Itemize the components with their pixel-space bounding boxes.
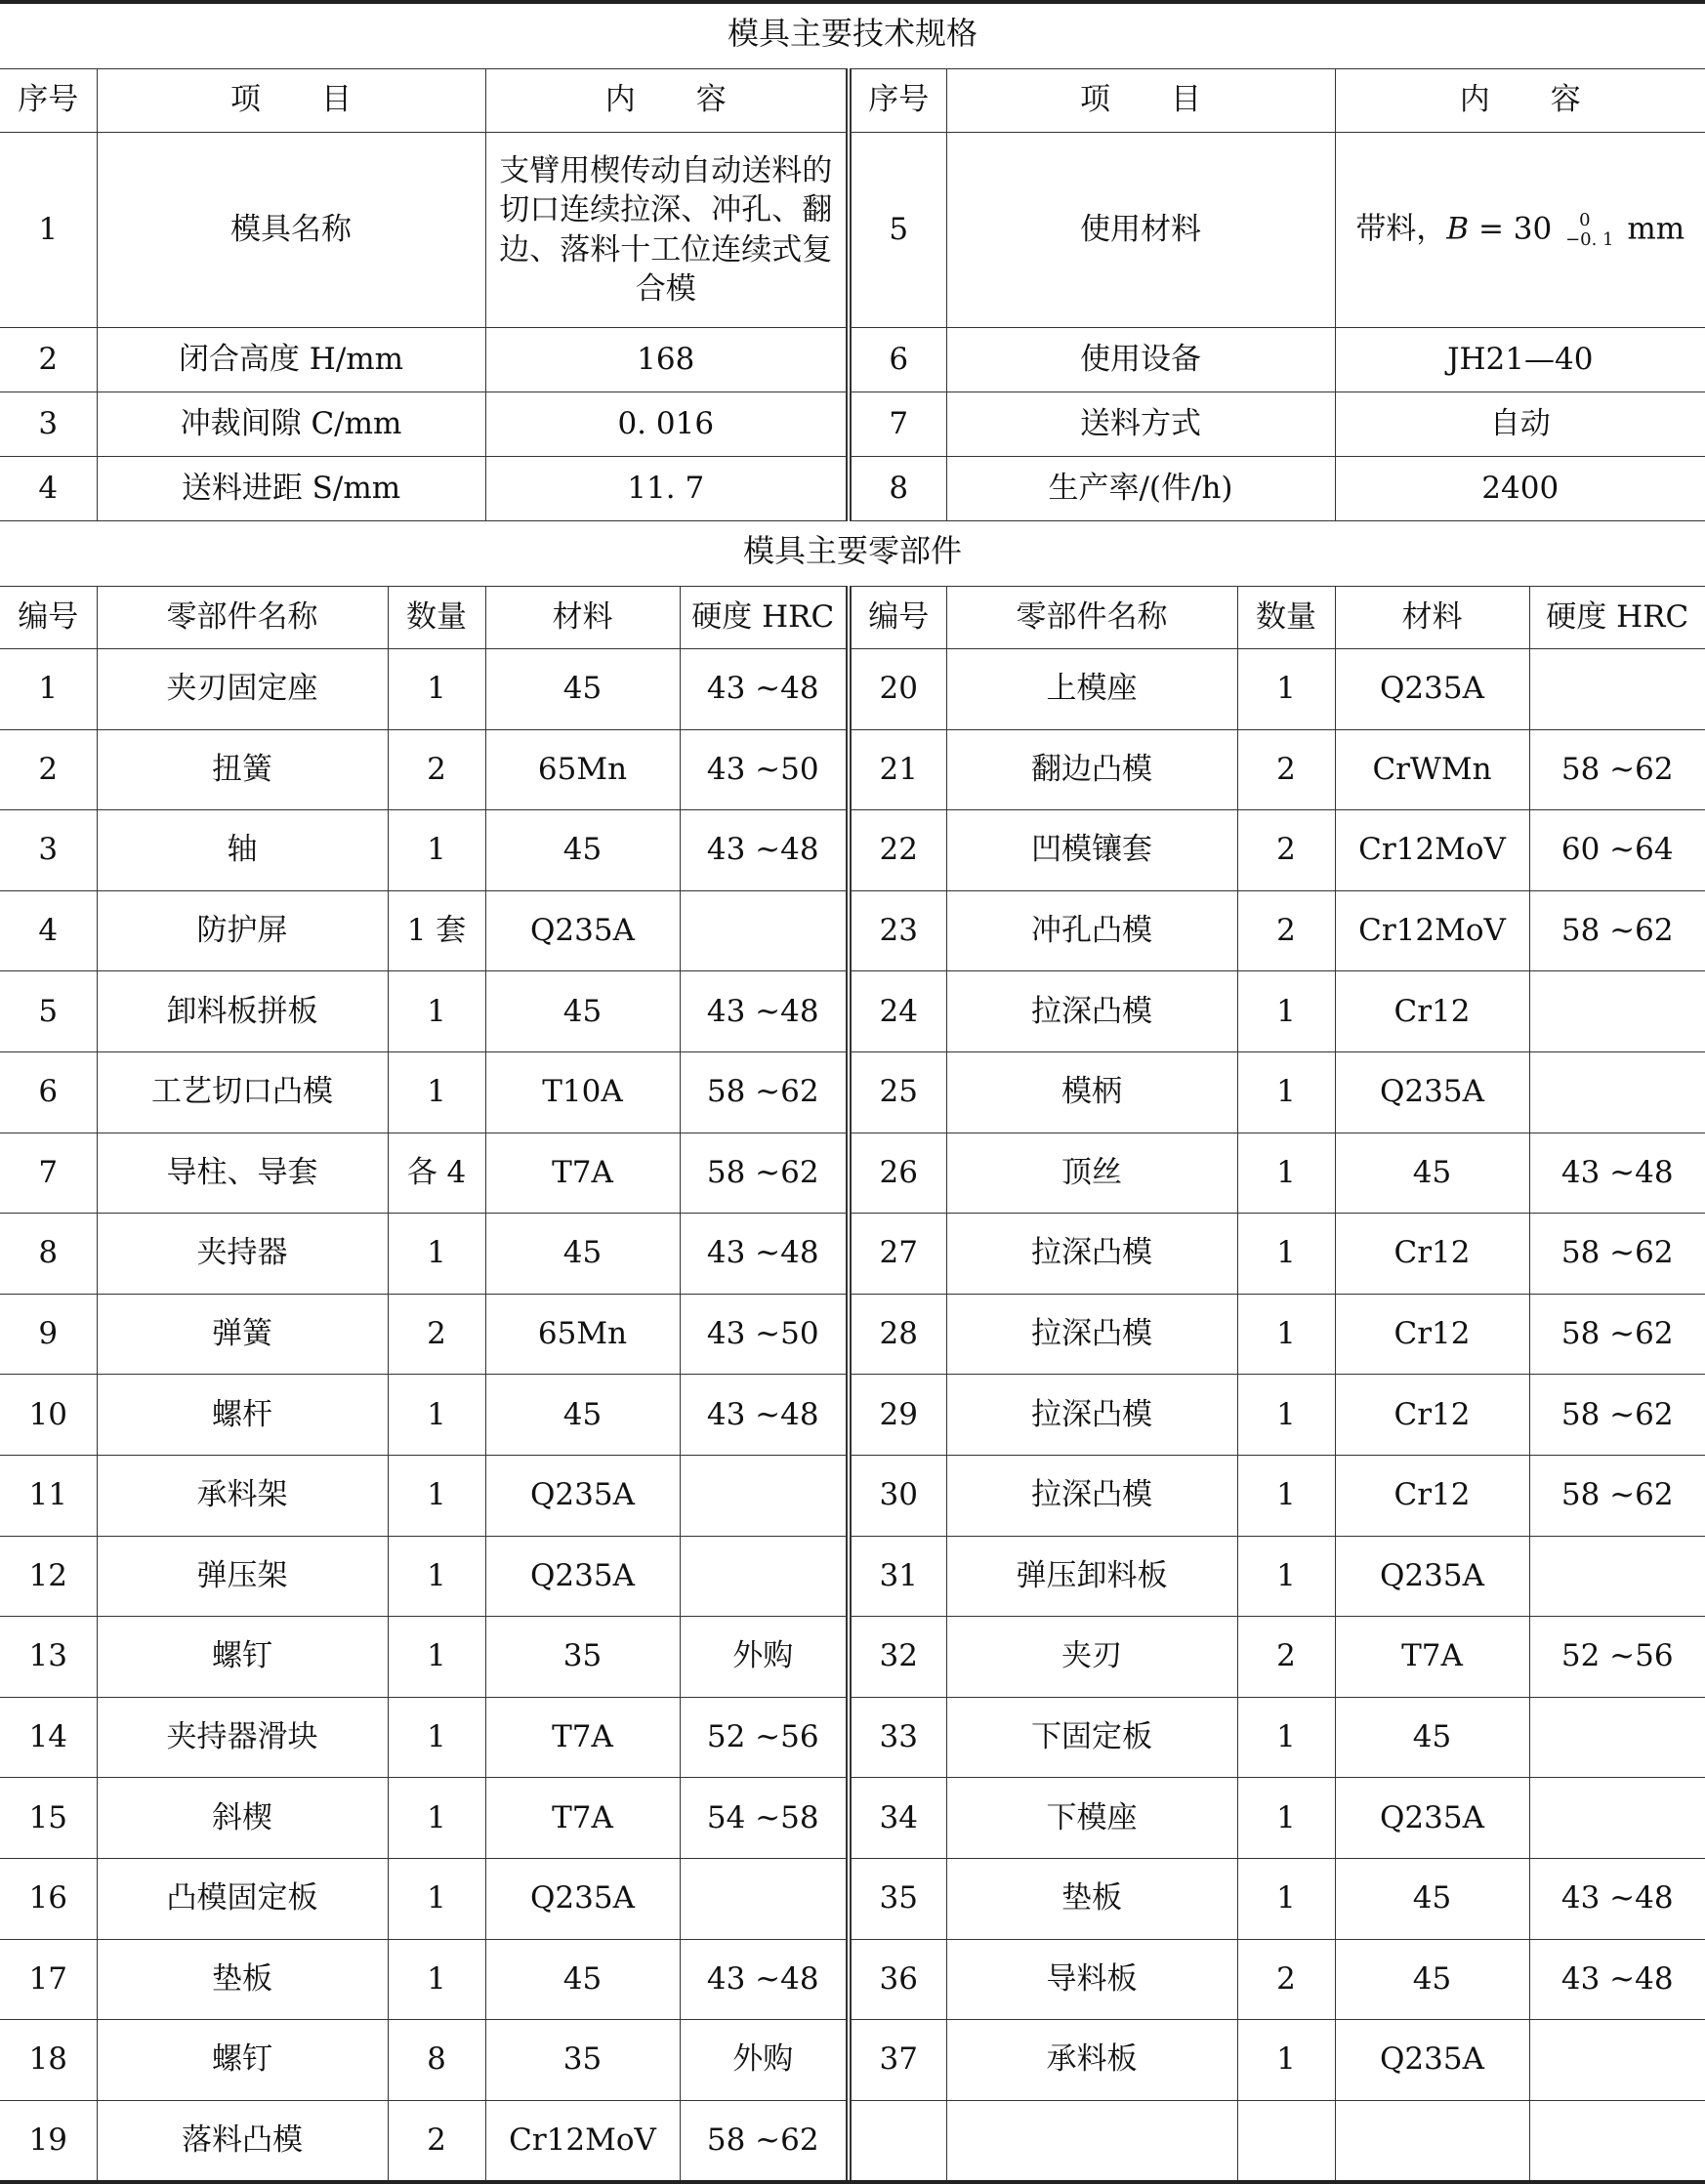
part-hardness: 58 ~62	[680, 2100, 849, 2181]
spec-no: 7	[849, 392, 946, 457]
part-hardness	[1529, 1697, 1705, 1778]
part-hardness: 43 ~48	[680, 649, 849, 730]
part-no: 6	[0, 1051, 97, 1133]
part-name	[946, 2100, 1237, 2181]
part-name: 螺杆	[97, 1375, 388, 1456]
part-material: 35	[485, 1617, 680, 1698]
table-row	[0, 649, 1705, 730]
table-row	[0, 1858, 1705, 1939]
part-qty	[1237, 2100, 1335, 2181]
part-name: 轴	[97, 810, 388, 891]
spec-content: 支臂用楔传动自动送料的切口连续拉深、冲孔、翻边、落料十工位连续式复合模	[485, 133, 849, 328]
part-name: 弹压架	[97, 1536, 388, 1617]
table-row	[0, 1214, 1705, 1295]
spec-content: 0. 016	[485, 392, 849, 457]
spec-row	[0, 457, 1705, 521]
spec-no: 4	[0, 457, 97, 521]
spec-content: 168	[485, 328, 849, 392]
part-hardness: 58 ~62	[1529, 729, 1705, 810]
bottom-rule	[0, 2180, 1705, 2184]
part-material: T7A	[1335, 1617, 1529, 1698]
spec-content: 11. 7	[485, 457, 849, 521]
part-material: 45	[485, 1375, 680, 1456]
part-no: 11	[0, 1455, 97, 1536]
part-qty: 2	[388, 729, 485, 810]
part-hardness	[1529, 649, 1705, 730]
part-qty: 2	[1237, 729, 1335, 810]
part-material: CrWMn	[1335, 729, 1529, 810]
table-row	[0, 2100, 1705, 2181]
part-hardness: 58 ~62	[1529, 1375, 1705, 1456]
part-name: 弹簧	[97, 1294, 388, 1375]
part-material: Cr12	[1335, 1455, 1529, 1536]
part-qty: 2	[1237, 890, 1335, 971]
header-name: 零部件名称	[946, 587, 1237, 649]
part-qty: 1	[1237, 1214, 1335, 1295]
spec-content: 自动	[1335, 392, 1705, 457]
part-hardness: 43 ~48	[680, 971, 849, 1052]
part-hardness: 58 ~62	[1529, 1294, 1705, 1375]
parts-table-body	[0, 587, 1705, 2181]
part-material: Cr12MoV	[1335, 810, 1529, 891]
part-material: Cr12	[1335, 1294, 1529, 1375]
part-qty: 2	[1237, 1617, 1335, 1698]
part-material: Q235A	[485, 890, 680, 971]
part-no: 7	[0, 1133, 97, 1214]
part-material: 65Mn	[485, 1294, 680, 1375]
part-qty: 1	[388, 1375, 485, 1456]
material-prefix: 带料，	[1355, 211, 1447, 246]
part-no: 29	[849, 1375, 946, 1456]
part-qty: 各 4	[388, 1133, 485, 1214]
part-name: 落料凸模	[97, 2100, 388, 2181]
part-material: 45	[1335, 1858, 1529, 1939]
part-no: 36	[849, 1939, 946, 2020]
part-material: Cr12MoV	[485, 2100, 680, 2181]
part-name: 夹持器	[97, 1214, 388, 1295]
spec-section-title: 模具主要技术规格	[727, 15, 977, 52]
part-hardness	[1529, 1536, 1705, 1617]
part-hardness: 58 ~62	[1529, 890, 1705, 971]
part-hardness	[1529, 2100, 1705, 2181]
spec-content: 2400	[1335, 457, 1705, 521]
part-hardness: 外购	[680, 1617, 849, 1698]
part-name: 夹刃	[946, 1617, 1237, 1698]
header-qty: 数量	[388, 587, 485, 649]
part-material: 45	[485, 649, 680, 730]
part-qty: 1	[1237, 1375, 1335, 1456]
table-row	[0, 1133, 1705, 1214]
part-material: 45	[1335, 1939, 1529, 2020]
part-qty: 1	[388, 1536, 485, 1617]
part-material: Q235A	[1335, 649, 1529, 730]
table-row	[0, 1697, 1705, 1778]
table-row	[0, 1455, 1705, 1536]
part-hardness: 43 ~48	[680, 1375, 849, 1456]
spec-no: 3	[0, 392, 97, 457]
table-row	[0, 1778, 1705, 1859]
part-qty: 1	[1237, 1778, 1335, 1859]
part-name: 夹刃固定座	[97, 649, 388, 730]
spec-item: 闭合高度 H/mm	[97, 328, 485, 392]
part-no: 19	[0, 2100, 97, 2181]
part-material: T7A	[485, 1133, 680, 1214]
header-no-right: 序号	[849, 69, 946, 133]
part-no: 14	[0, 1697, 97, 1778]
spec-no: 5	[849, 133, 946, 328]
header-item-right: 项 目	[946, 69, 1335, 133]
part-material: 35	[485, 2020, 680, 2101]
part-no: 8	[0, 1214, 97, 1295]
spec-item: 模具名称	[97, 133, 485, 328]
spec-item: 生产率/(件/h)	[946, 457, 1335, 521]
part-qty: 1	[1237, 1858, 1335, 1939]
part-material: Q235A	[1335, 1051, 1529, 1133]
part-hardness: 58 ~62	[680, 1133, 849, 1214]
part-qty: 1	[388, 1858, 485, 1939]
part-no: 18	[0, 2020, 97, 2101]
spec-item: 送料进距 S/mm	[97, 457, 485, 521]
part-name: 卸料板拼板	[97, 971, 388, 1052]
part-material: Q235A	[1335, 1536, 1529, 1617]
part-no: 22	[849, 810, 946, 891]
part-no: 37	[849, 2020, 946, 2101]
part-qty: 1	[1237, 1133, 1335, 1214]
spec-table	[0, 68, 1705, 521]
part-hardness: 43 ~48	[1529, 1133, 1705, 1214]
part-name: 螺钉	[97, 2020, 388, 2101]
part-no: 35	[849, 1858, 946, 1939]
part-material: Q235A	[485, 1536, 680, 1617]
part-qty: 1	[388, 971, 485, 1052]
part-qty: 1	[388, 1939, 485, 2020]
part-no: 4	[0, 890, 97, 971]
part-material: Q235A	[485, 1455, 680, 1536]
part-name: 下固定板	[946, 1697, 1237, 1778]
spec-no: 6	[849, 328, 946, 392]
part-no: 27	[849, 1214, 946, 1295]
part-material: Q235A	[485, 1858, 680, 1939]
part-no: 21	[849, 729, 946, 810]
spec-no: 1	[0, 133, 97, 328]
part-no: 5	[0, 971, 97, 1052]
spec-item: 使用设备	[946, 328, 1335, 392]
part-hardness: 43 ~48	[680, 810, 849, 891]
part-no: 28	[849, 1294, 946, 1375]
header-name: 零部件名称	[97, 587, 388, 649]
part-qty: 1	[388, 1455, 485, 1536]
part-hardness	[680, 1536, 849, 1617]
part-hardness: 58 ~62	[1529, 1214, 1705, 1295]
part-qty: 1	[388, 1051, 485, 1133]
part-material: 45	[485, 1214, 680, 1295]
table-row	[0, 1294, 1705, 1375]
spec-item: 冲裁间隙 C/mm	[97, 392, 485, 457]
header-content-right: 内 容	[1335, 69, 1705, 133]
part-name: 上模座	[946, 649, 1237, 730]
part-hardness	[1529, 2020, 1705, 2101]
spec-row	[0, 328, 1705, 392]
part-material: 45	[485, 1939, 680, 2020]
part-name: 导柱、导套	[97, 1133, 388, 1214]
part-qty: 2	[388, 1294, 485, 1375]
part-hardness: 60 ~64	[1529, 810, 1705, 891]
part-name: 弹压卸料板	[946, 1536, 1237, 1617]
part-material: 65Mn	[485, 729, 680, 810]
part-hardness: 43 ~50	[680, 729, 849, 810]
header-no: 编号	[849, 587, 946, 649]
part-name: 扭簧	[97, 729, 388, 810]
part-no: 33	[849, 1697, 946, 1778]
spec-item: 使用材料	[946, 133, 1335, 328]
part-hardness	[1529, 1778, 1705, 1859]
part-hardness: 54 ~58	[680, 1778, 849, 1859]
part-hardness: 58 ~62	[680, 1051, 849, 1133]
part-name: 导料板	[946, 1939, 1237, 2020]
tolerance-lower: −0. 1	[1565, 228, 1614, 250]
part-hardness	[680, 890, 849, 971]
part-qty: 2	[1237, 810, 1335, 891]
part-no	[849, 2100, 946, 2181]
part-name: 凹模镶套	[946, 810, 1237, 891]
part-no: 9	[0, 1294, 97, 1375]
part-no: 23	[849, 890, 946, 971]
part-no: 30	[849, 1455, 946, 1536]
tolerance-upper: 0	[1579, 209, 1591, 230]
part-name: 夹持器滑块	[97, 1697, 388, 1778]
part-name: 顶丝	[946, 1133, 1237, 1214]
part-material: 45	[1335, 1133, 1529, 1214]
part-name: 拉深凸模	[946, 971, 1237, 1052]
spec-header-row	[0, 69, 1705, 133]
part-hardness: 43 ~48	[1529, 1858, 1705, 1939]
table-row	[0, 1051, 1705, 1133]
part-name: 工艺切口凸模	[97, 1051, 388, 1133]
part-no: 24	[849, 971, 946, 1052]
spec-item: 送料方式	[946, 392, 1335, 457]
part-material: Cr12	[1335, 971, 1529, 1052]
spec-no: 8	[849, 457, 946, 521]
part-qty: 1	[1237, 971, 1335, 1052]
part-hardness	[680, 1455, 849, 1536]
table-row	[0, 971, 1705, 1052]
part-no: 31	[849, 1536, 946, 1617]
part-qty: 1	[1237, 2020, 1335, 2101]
part-qty: 1	[388, 649, 485, 730]
part-qty: 1	[1237, 1294, 1335, 1375]
part-qty: 8	[388, 2020, 485, 2101]
part-no: 32	[849, 1617, 946, 1698]
table-row	[0, 1536, 1705, 1617]
header-content-left: 内 容	[485, 69, 849, 133]
spec-row	[0, 392, 1705, 457]
spec-row	[0, 133, 1705, 328]
part-qty: 1	[1237, 1536, 1335, 1617]
part-qty: 2	[388, 2100, 485, 2181]
part-no: 20	[849, 649, 946, 730]
part-no: 2	[0, 729, 97, 810]
part-no: 34	[849, 1778, 946, 1859]
header-no-left: 序号	[0, 69, 97, 133]
part-no: 16	[0, 1858, 97, 1939]
table-row	[0, 890, 1705, 971]
part-qty: 1	[388, 1697, 485, 1778]
parts-section-title: 模具主要零部件	[742, 532, 962, 569]
part-name: 垫板	[97, 1939, 388, 2020]
header-material: 材料	[1335, 587, 1529, 649]
part-qty: 2	[1237, 1939, 1335, 2020]
part-material	[1335, 2100, 1529, 2181]
material-width-eq: = 30	[1469, 211, 1562, 246]
part-name: 拉深凸模	[946, 1294, 1237, 1375]
table-row	[0, 729, 1705, 810]
part-material: T10A	[485, 1051, 680, 1133]
part-material: Q235A	[1335, 2020, 1529, 2101]
spec-content-material	[1335, 133, 1705, 328]
top-rule	[0, 0, 1705, 4]
part-no: 10	[0, 1375, 97, 1456]
part-qty: 1	[388, 810, 485, 891]
part-qty: 1	[1237, 1697, 1335, 1778]
part-no: 3	[0, 810, 97, 891]
part-hardness: 外购	[680, 2020, 849, 2101]
header-hardness: 硬度 HRC	[680, 587, 849, 649]
spec-no: 2	[0, 328, 97, 392]
part-name: 垫板	[946, 1858, 1237, 1939]
part-qty: 1	[1237, 1455, 1335, 1536]
table-row	[0, 1939, 1705, 2020]
header-qty: 数量	[1237, 587, 1335, 649]
spec-content: JH21—40	[1335, 328, 1705, 392]
header-hardness: 硬度 HRC	[1529, 587, 1705, 649]
parts-table	[0, 586, 1705, 2181]
part-material: 45	[1335, 1697, 1529, 1778]
part-name: 拉深凸模	[946, 1214, 1237, 1295]
part-no: 25	[849, 1051, 946, 1133]
part-name: 翻边凸模	[946, 729, 1237, 810]
part-material: T7A	[485, 1697, 680, 1778]
part-name: 下模座	[946, 1778, 1237, 1859]
part-no: 12	[0, 1536, 97, 1617]
part-no: 15	[0, 1778, 97, 1859]
part-hardness: 43 ~48	[1529, 1939, 1705, 2020]
part-qty: 1	[388, 1778, 485, 1859]
header-no: 编号	[0, 587, 97, 649]
part-hardness: 52 ~56	[1529, 1617, 1705, 1698]
part-name: 拉深凸模	[946, 1375, 1237, 1456]
part-hardness	[1529, 971, 1705, 1052]
part-no: 26	[849, 1133, 946, 1214]
part-qty: 1	[1237, 1051, 1335, 1133]
part-qty: 1	[1237, 649, 1335, 730]
material-width-var: B	[1446, 211, 1470, 246]
part-material: 45	[485, 971, 680, 1052]
part-name: 模柄	[946, 1051, 1237, 1133]
part-material: Cr12	[1335, 1214, 1529, 1295]
part-no: 1	[0, 649, 97, 730]
header-material: 材料	[485, 587, 680, 649]
table-row	[0, 2020, 1705, 2101]
part-name: 承料板	[946, 2020, 1237, 2101]
tolerance-stack	[1565, 211, 1613, 250]
part-qty: 1	[388, 1617, 485, 1698]
part-hardness: 43 ~48	[680, 1214, 849, 1295]
part-material: Cr12MoV	[1335, 890, 1529, 971]
part-material: Q235A	[1335, 1778, 1529, 1859]
parts-header-row	[0, 587, 1705, 649]
part-hardness	[1529, 1051, 1705, 1133]
part-hardness	[680, 1858, 849, 1939]
part-name: 拉深凸模	[946, 1455, 1237, 1536]
part-name: 螺钉	[97, 1617, 388, 1698]
header-item-left: 项 目	[97, 69, 485, 133]
part-name: 凸模固定板	[97, 1858, 388, 1939]
material-unit: mm	[1617, 211, 1685, 246]
table-row	[0, 1375, 1705, 1456]
part-hardness: 58 ~62	[1529, 1455, 1705, 1536]
part-qty: 1	[388, 1214, 485, 1295]
part-name: 冲孔凸模	[946, 890, 1237, 971]
part-hardness: 43 ~48	[680, 1939, 849, 2020]
part-name: 斜楔	[97, 1778, 388, 1859]
table-row	[0, 810, 1705, 891]
part-material: Cr12	[1335, 1375, 1529, 1456]
part-hardness: 43 ~50	[680, 1294, 849, 1375]
part-name: 防护屏	[97, 890, 388, 971]
part-material: 45	[485, 810, 680, 891]
part-qty: 1 套	[388, 890, 485, 971]
part-hardness: 52 ~56	[680, 1697, 849, 1778]
part-name: 承料架	[97, 1455, 388, 1536]
part-material: T7A	[485, 1778, 680, 1859]
part-no: 13	[0, 1617, 97, 1698]
table-row	[0, 1617, 1705, 1698]
part-no: 17	[0, 1939, 97, 2020]
